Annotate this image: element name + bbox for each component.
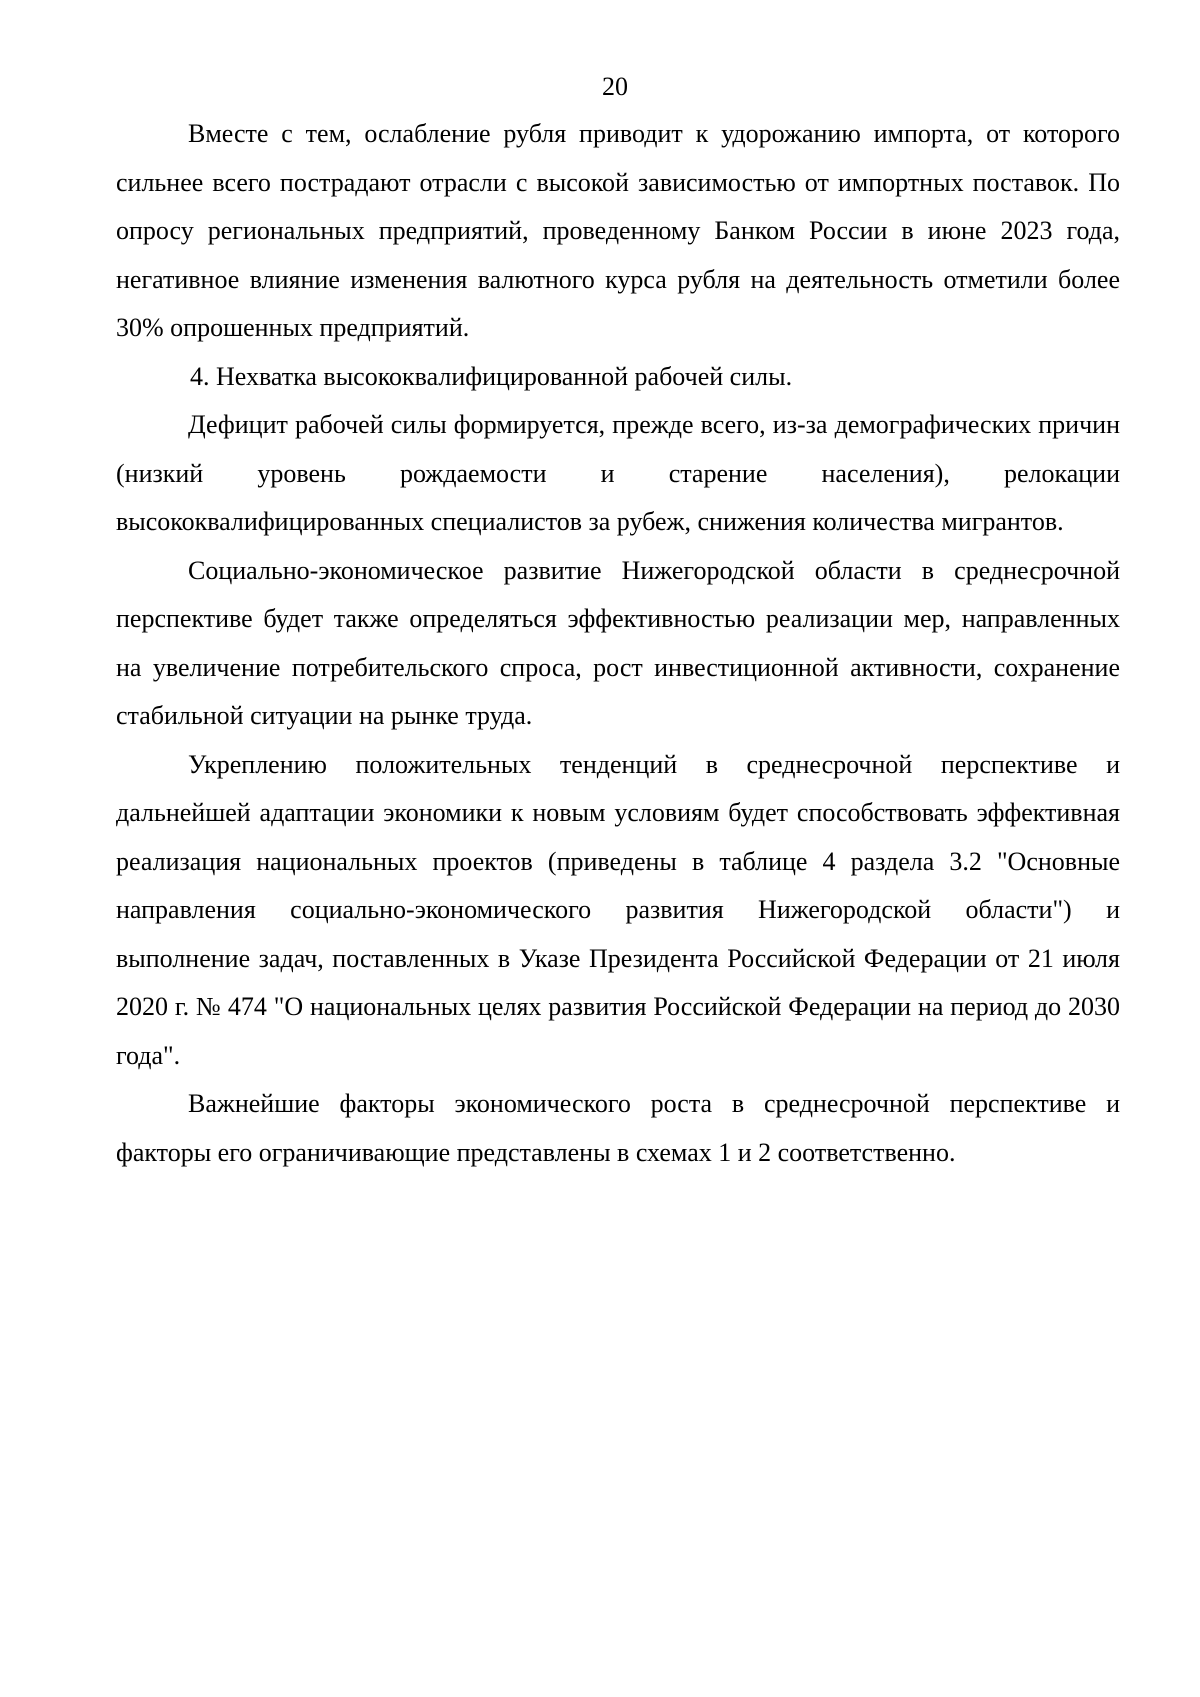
paragraph-socioeconomic-development: Социально-экономическое развитие Нижегородской области в среднесрочной перспективе будет также определяться эффективностью реализации мер, направленных на увеличение потребительского спроса, рост инвестиционной активности, сохранение стабильной ситуации на рынке труда. [116,555,1120,730]
list-item-labor-shortage: 4. Нехватка высококвалифицированной рабочей силы. [190,361,793,391]
paragraph-ruble-weakening: Вместе с тем, ослабление рубля приводит к удорожанию импорта, от которого сильнее всего пострадают отрасли с высокой зависимостью от импортных поставок. По опросу региональных предприятий, проведенному Банком России в июне 2023 года, негативное влияние изменения валютного курса рубля на деятельность отметили более 30% опрошенных предприятий. [116,119,1120,342]
paragraph-growth-factors: Важнейшие факторы экономического роста в среднесрочной перспективе и факторы его ограничивающие представлены в схемах 1 и 2 соответственно. [116,1089,1120,1167]
paragraph-labor-deficit: Дефицит рабочей силы формируется, прежде всего, из-за демографических причин (низкий уровень рождаемости и старение населения), релокации высококвалифицированных специалистов за рубеж, снижения количества мигрантов. [116,410,1120,536]
paragraph-national-projects: Укреплению положительных тенденций в среднесрочной перспективе и дальнейшей адаптации экономики к новым условиям будет способствовать эффективная реализация национальных проектов (приведены в таблице 4 раздела 3.2 "Основные направления социально-экономического развития Нижегородской области") и выполнение задач, поставленных в Указе Президента Российской Федерации от 21 июля 2020 г. № 474 "О национальных целях развития Российской Федерации на период до 2030 года". [116,749,1120,1070]
page-number: 20 [602,72,628,101]
document-body [116,110,1120,1177]
